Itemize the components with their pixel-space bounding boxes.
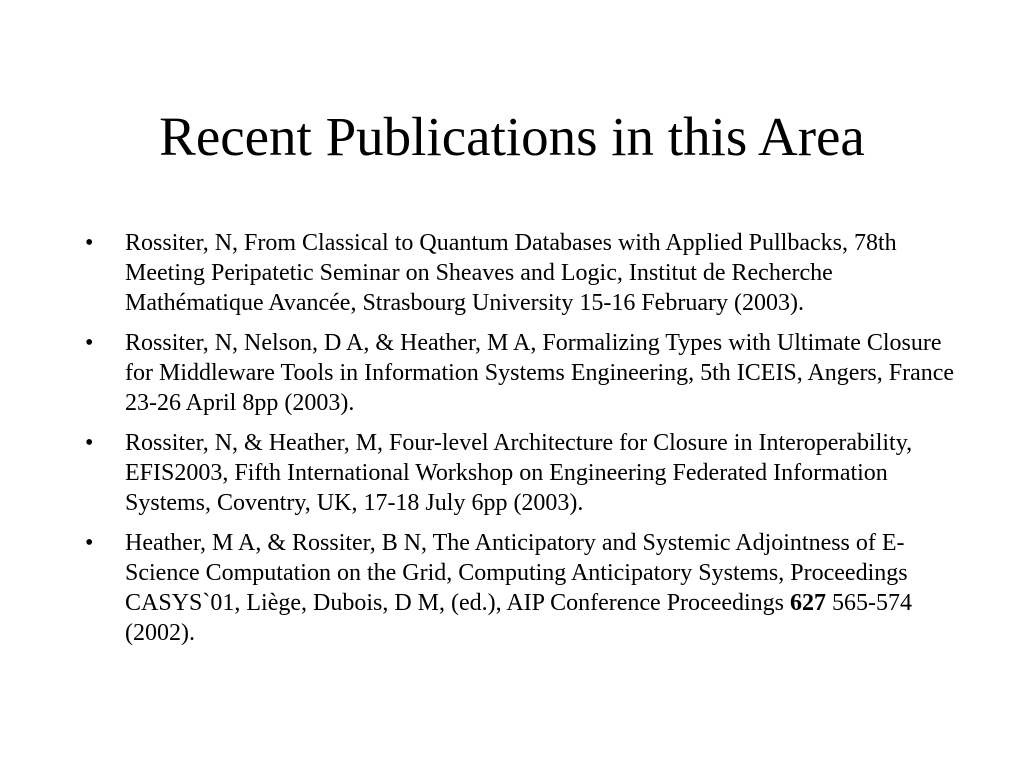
publication-text: Rossiter, N, Nelson, D A, & Heather, M A, Formalizing Types with Ultimate Closure for Middleware Tools in Information Systems Engineering, 5th ICEIS, Angers, France 23-26 April 8pp (2003).	[125, 330, 955, 416]
publication-list	[85, 228, 965, 658]
volume-number: 627	[790, 590, 827, 616]
bullet-icon: •	[85, 230, 94, 256]
publication-item	[85, 528, 965, 648]
publication-text	[125, 530, 912, 646]
publication-item	[85, 228, 965, 318]
publication-item	[85, 328, 965, 418]
bullet-icon: •	[85, 430, 94, 456]
bullet-icon: •	[85, 330, 94, 356]
publication-text-start: Heather, M A, & Rossiter, B N, The Anticipatory and Systemic Adjointness of E-Science Computation on the Grid, Computing Anticipatory Systems, Proceedings CASYS`01, Liège, Dubois, D M, (ed.), AIP Conference Proceedings	[125, 530, 908, 616]
publication-text: Rossiter, N, & Heather, M, Four-level Architecture for Closure in Interoperability, EFIS2003, Fifth International Workshop on Engineering Federated Information Systems, Coventry, UK, 17-18 July 6pp (2003).	[125, 430, 913, 516]
slide-title: Recent Publications in this Area	[159, 106, 865, 167]
publication-item	[85, 428, 965, 518]
publication-text-end: 565-574 (2002).	[125, 590, 913, 646]
publication-text: Rossiter, N, From Classical to Quantum Databases with Applied Pullbacks, 78th Meeting Peripatetic Seminar on Sheaves and Logic, Institut de Recherche Mathématique Avancée, Strasbourg University 15-16 February (2003).	[125, 230, 897, 316]
bullet-icon: •	[85, 530, 94, 556]
